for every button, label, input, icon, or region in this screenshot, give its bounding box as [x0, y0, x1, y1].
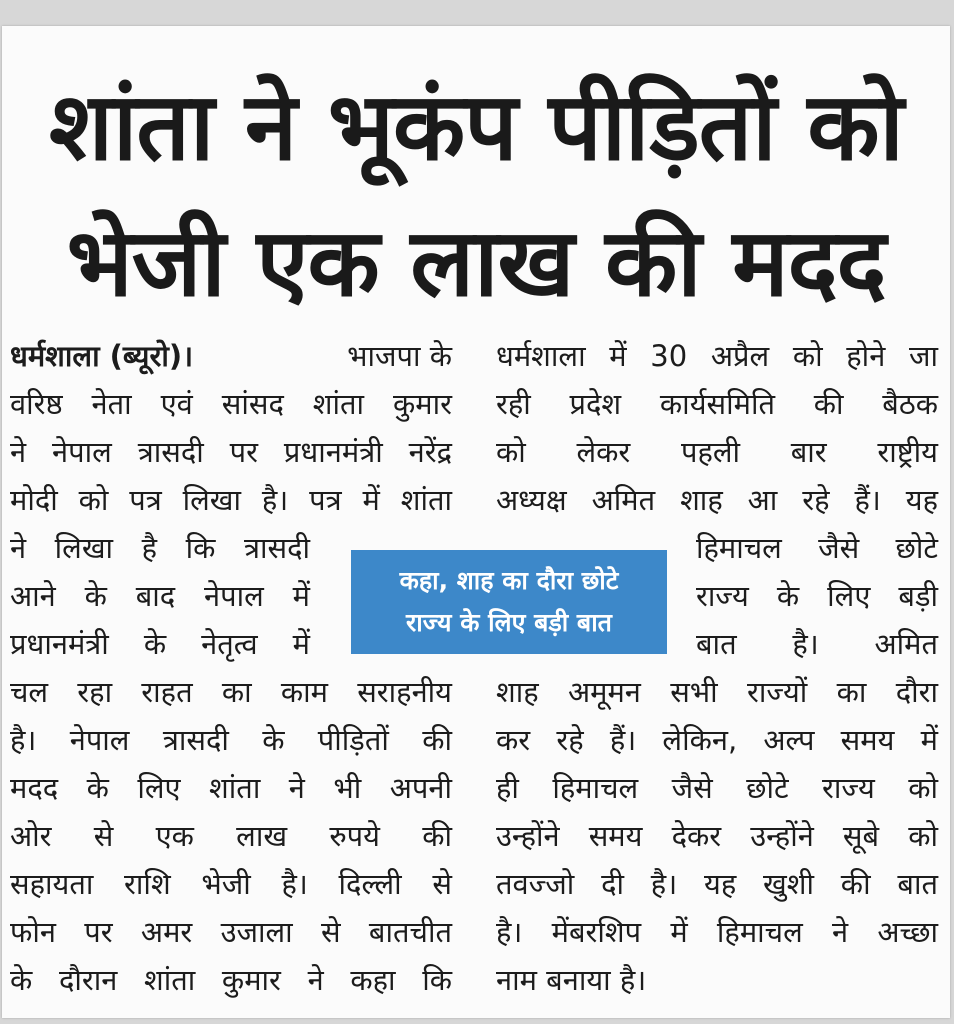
headline-line-1: शांता ने भूकंप पीड़ितों को: [49, 73, 903, 182]
article-line: मोदी को पत्र लिखा है। पत्र में शांता: [10, 483, 452, 517]
article-line: को लेकर पहली बार राष्ट्रीय: [496, 435, 938, 469]
article-line: अध्यक्ष अमित शाह आ रहे हैं। यह: [496, 483, 938, 517]
article-line: मदद के लिए शांता ने भी अपनी: [10, 771, 452, 805]
article-line: तवज्जो दी है। यह खुशी की बात: [496, 867, 938, 901]
article-line: बात है। अमित: [696, 627, 938, 661]
article-line: धर्मशाला में 30 अप्रैल को होने जा: [496, 339, 938, 373]
article-line: आने के बाद नेपाल में: [10, 579, 310, 613]
article-line: वरिष्ठ नेता एवं सांसद शांता कुमार: [10, 387, 452, 421]
article-line: नाम बनाया है।: [496, 963, 647, 997]
newspaper-clipping: [2, 26, 950, 1018]
article-line: सहायता राशि भेजी है। दिल्ली से: [10, 867, 452, 901]
article-line: है। मेंबरशिप में हिमाचल ने अच्छा: [496, 915, 938, 949]
article-line-text: भाजपा के: [347, 339, 452, 373]
article-line: ने लिखा है कि त्रासदी: [10, 531, 310, 565]
article-line: चल रहा राहत का काम सराहनीय: [10, 675, 452, 709]
headline: [2, 60, 950, 332]
left-column: [10, 332, 452, 1012]
article-line: के दौरान शांता कुमार ने कहा कि: [10, 963, 452, 997]
article-line: है। नेपाल त्रासदी के पीड़ितों की: [10, 723, 452, 757]
headline-line-2: भेजी एक लाख की मदद: [66, 209, 886, 318]
article-line: शाह अमूमन सभी राज्यों का दौरा: [496, 675, 938, 709]
highlight-line-1: कहा, शाह का दौरा छोटे: [399, 566, 619, 595]
article-line: उन्होंने समय देकर उन्होंने सूबे को: [496, 819, 938, 853]
article-line: कर रहे हैं। लेकिन, अल्प समय में: [496, 723, 938, 757]
article-line: ने नेपाल त्रासदी पर प्रधानमंत्री नरेंद्र: [10, 435, 452, 469]
article-line: रही प्रदेश कार्यसमिति की बैठक: [496, 387, 938, 421]
highlight-line-2: राज्य के लिए बड़ी बात: [406, 608, 612, 637]
article-line: प्रधानमंत्री के नेतृत्व में: [10, 627, 310, 661]
article-line: ओर से एक लाख रुपये की: [10, 819, 452, 853]
article-line: [10, 332, 452, 380]
article-line: ही हिमाचल जैसे छोटे राज्य को: [496, 771, 938, 805]
article-line: फोन पर अमर उजाला से बातचीत: [10, 915, 452, 949]
article-line: हिमाचल जैसे छोटे: [696, 531, 938, 565]
dateline: धर्मशाला (ब्यूरो)।: [10, 339, 194, 373]
right-column: [496, 332, 938, 1012]
article-line: राज्य के लिए बड़ी: [696, 579, 938, 613]
